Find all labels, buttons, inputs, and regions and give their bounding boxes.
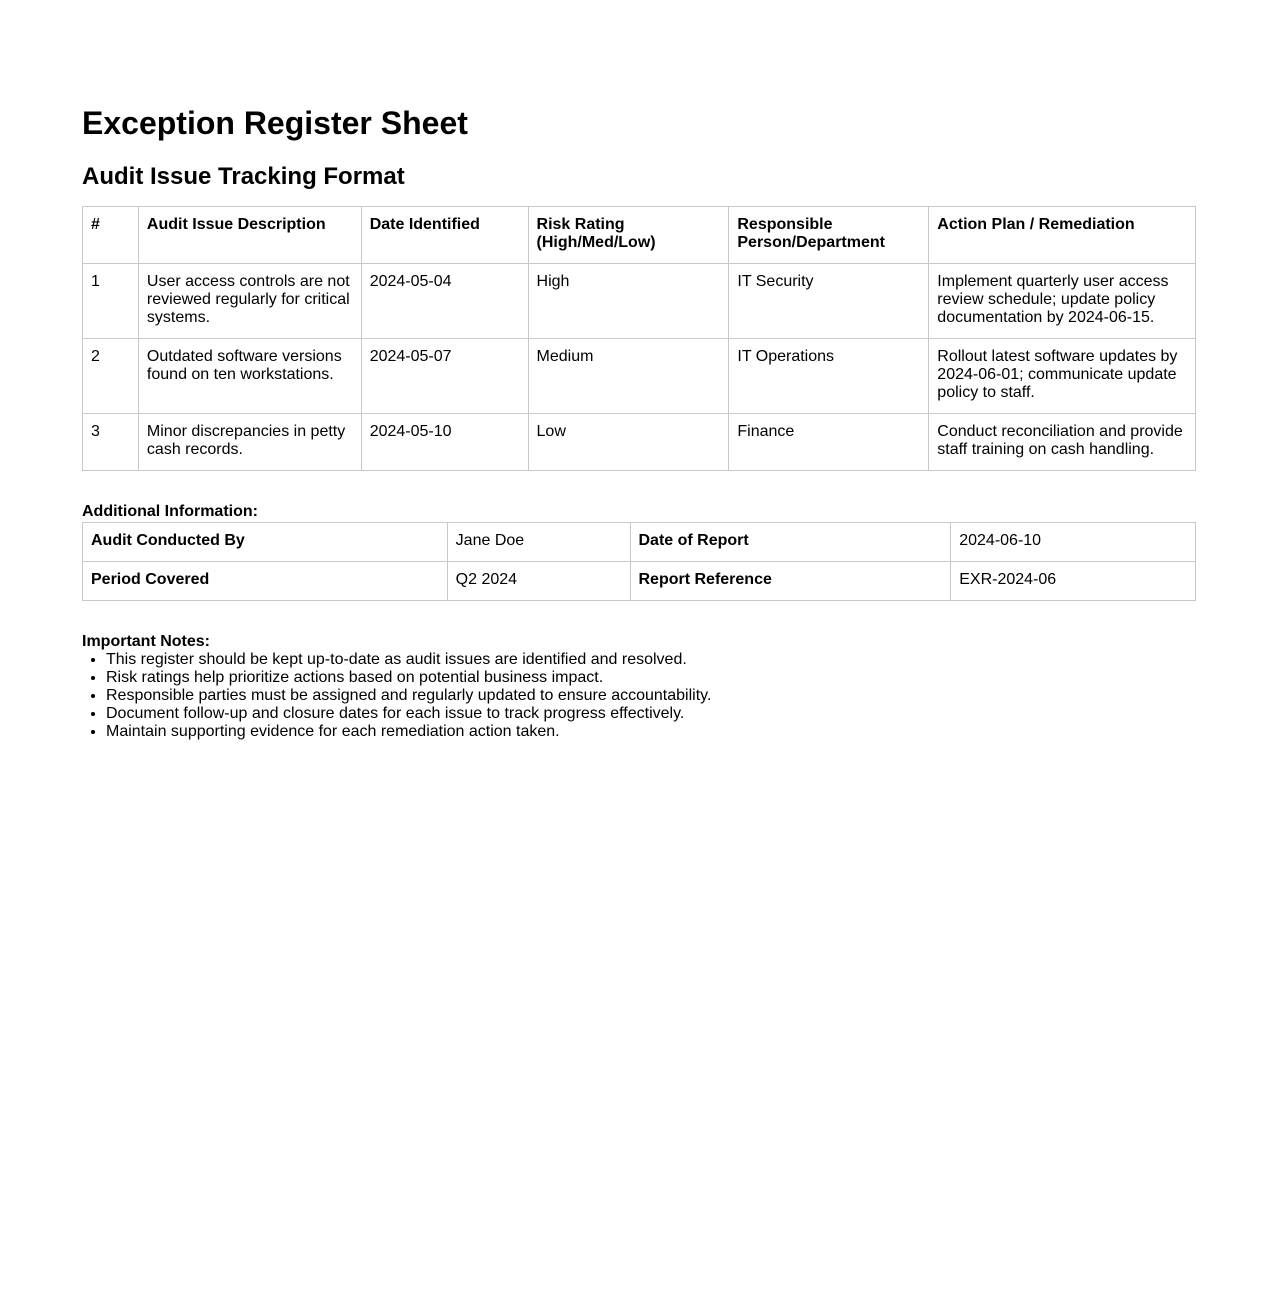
issue-action-plan: Conduct reconciliation and provide staff training on cash handling. (929, 414, 1196, 471)
audit-issues-table (82, 206, 1196, 471)
table-row (83, 414, 1196, 471)
issue-description: User access controls are not reviewed regularly for critical systems. (138, 264, 361, 339)
issue-responsible: IT Operations (729, 339, 929, 414)
important-notes-list (82, 651, 1196, 741)
issue-responsible: Finance (729, 414, 929, 471)
page-title: Exception Register Sheet (82, 105, 468, 141)
list-item: • Responsible parties must be assigned and regularly updated to ensure accountability. (106, 687, 1196, 705)
report-reference-label: Report Reference (630, 562, 951, 601)
issue-date: 2024-05-04 (361, 264, 528, 339)
issue-date: 2024-05-10 (361, 414, 528, 471)
info-row (83, 562, 1196, 601)
audit-conducted-by-value: Jane Doe (447, 523, 630, 562)
column-header-description: Audit Issue Description (138, 207, 361, 264)
issue-responsible: IT Security (729, 264, 929, 339)
list-item: • Risk ratings help prioritize actions based on potential business impact. (106, 669, 1196, 687)
date-of-report-value: 2024-06-10 (951, 523, 1196, 562)
issue-date: 2024-05-07 (361, 339, 528, 414)
report-reference-value: EXR-2024-06 (951, 562, 1196, 601)
issue-number: 2 (83, 339, 139, 414)
issue-description: Outdated software versions found on ten workstations. (138, 339, 361, 414)
info-row (83, 523, 1196, 562)
issue-risk: High (528, 264, 729, 339)
list-item: • Maintain supporting evidence for each remediation action taken. (106, 723, 1196, 741)
issue-number: 3 (83, 414, 139, 471)
additional-info-label: Additional Information: (82, 503, 258, 520)
period-covered-label: Period Covered (83, 562, 448, 601)
column-header-number: # (83, 207, 139, 264)
audit-conducted-by-label: Audit Conducted By (83, 523, 448, 562)
column-header-action-plan: Action Plan / Remediation (929, 207, 1196, 264)
issue-risk: Medium (528, 339, 729, 414)
date-of-report-label: Date of Report (630, 523, 951, 562)
column-header-responsible: Responsible Person/Department (729, 207, 929, 264)
important-notes-title: Important Notes: (82, 633, 210, 650)
issue-risk: Low (528, 414, 729, 471)
page-subtitle: Audit Issue Tracking Format (82, 163, 405, 190)
issue-description: Minor discrepancies in petty cash records. (138, 414, 361, 471)
table-row (83, 264, 1196, 339)
table-header-row (83, 207, 1196, 264)
table-row (83, 339, 1196, 414)
issue-action-plan: Implement quarterly user access review schedule; update policy documentation by 2024-06-15. (929, 264, 1196, 339)
column-header-risk-rating: Risk Rating (High/Med/Low) (528, 207, 729, 264)
list-item: • This register should be kept up-to-date as audit issues are identified and resolved. (106, 651, 1196, 669)
column-header-date-identified: Date Identified (361, 207, 528, 264)
additional-info-table (82, 522, 1196, 601)
issue-action-plan: Rollout latest software updates by 2024-06-01; communicate update policy to staff. (929, 339, 1196, 414)
list-item: • Document follow-up and closure dates for each issue to track progress effectively. (106, 705, 1196, 723)
period-covered-value: Q2 2024 (447, 562, 630, 601)
issue-number: 1 (83, 264, 139, 339)
